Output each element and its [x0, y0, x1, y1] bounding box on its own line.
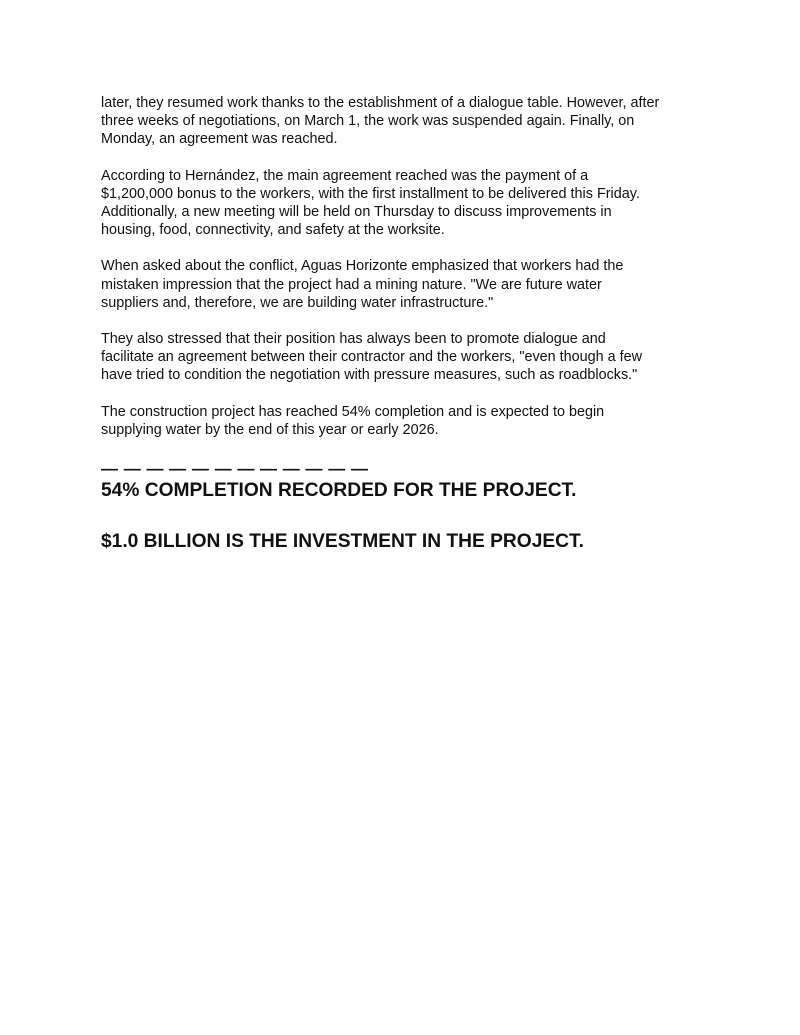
paragraph-line: supplying water by the end of this year or early 2026. [101, 421, 439, 438]
paragraph-line: According to Hernández, the main agreement reached was the payment of a [101, 167, 589, 184]
paragraph-2 [101, 167, 711, 240]
paragraph-line: have tried to condition the negotiation with pressure measures, such as roadblocks." [101, 367, 638, 384]
paragraph-4 [101, 330, 711, 385]
paragraph-line: When asked about the conflict, Aguas Horizonte emphasized that workers had the [101, 258, 624, 275]
paragraph-1 [101, 94, 711, 149]
paragraph-line: The construction project has reached 54% completion and is expected to begin [101, 403, 605, 420]
paragraph-line: Monday, an agreement was reached. [101, 131, 338, 148]
paragraph-line: suppliers and, therefore, we are building water infrastructure." [101, 294, 494, 311]
paragraph-5 [101, 403, 711, 439]
article-body [101, 94, 711, 554]
highlight-investment: $1.0 BILLION IS THE INVESTMENT IN THE PROJECT. [101, 531, 584, 553]
paragraph-line: later, they resumed work thanks to the establishment of a dialogue table. However, after [101, 95, 660, 111]
paragraph-line: facilitate an agreement between their contractor and the workers, "even though a few [101, 349, 643, 366]
paragraph-line: housing, food, connectivity, and safety at the worksite. [101, 222, 445, 239]
paragraph-line: $1,200,000 bonus to the workers, with the first installment to be delivered this Friday. [101, 185, 640, 202]
paragraph-line: three weeks of negotiations, on March 1, the work was suspended again. Finally, on [101, 113, 635, 130]
paragraph-3 [101, 257, 711, 312]
paragraph-line: mistaken impression that the project had a mining nature. "We are future water [101, 276, 602, 293]
section-divider: — — — — — — — — — — — — [101, 459, 369, 479]
paragraph-line: Additionally, a new meeting will be held on Thursday to discuss improvements in [101, 204, 612, 221]
paragraph-line: They also stressed that their position has always been to promote dialogue and [101, 331, 606, 348]
highlight-completion: 54% COMPLETION RECORDED FOR THE PROJECT. [101, 480, 577, 502]
